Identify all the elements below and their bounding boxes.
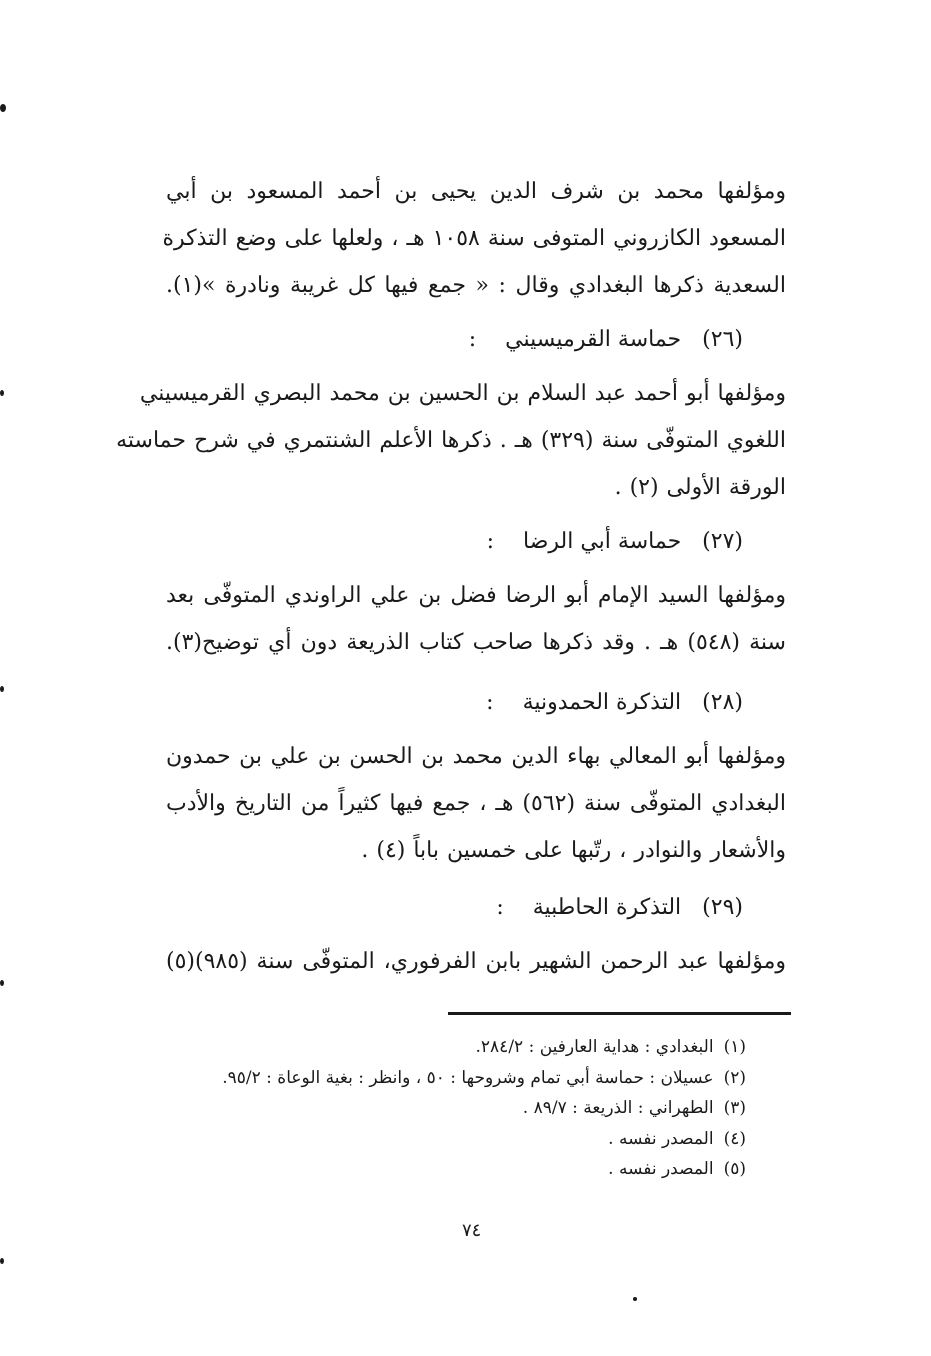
scan-mark: [0, 104, 6, 112]
text-line: اللغوي المتوفّى سنة (٣٢٩) هـ . ذكرها الأعلم الشنتمري في شرح حماسته: [116, 428, 786, 453]
scan-mark: [0, 686, 4, 692]
scan-mark: [0, 1258, 4, 1264]
footnote-3: [126, 1093, 746, 1124]
page-number: ٧٤: [462, 1220, 482, 1241]
text-line: ومؤلفها أبو المعالي بهاء الدين محمد بن الحسن بن علي بن حمدون: [166, 744, 786, 769]
footnotes: [126, 1032, 746, 1185]
scan-mark: [0, 980, 4, 986]
footnote-number: (٤): [723, 1128, 746, 1149]
footnote-1: [126, 1032, 746, 1063]
text-line: ومؤلفها عبد الرحمن الشهير بابن الفرفوري، المتوفّى سنة (٩٨٥)(٥): [166, 949, 786, 974]
footnote-text: المصدر نفسه .: [608, 1159, 714, 1179]
text-line: المسعود الكازروني المتوفى سنة ١٠٥٨ هـ ، ولعلها على وضع التذكرة: [162, 226, 786, 251]
footnote-4: [126, 1124, 746, 1155]
text-line: البغدادي المتوفّى سنة (٥٦٢) هـ ، جمع فيها كثيراً من التاريخ والأدب: [166, 791, 786, 816]
text-line: سنة (٥٤٨) هـ . وقد ذكرها صاحب كتاب الذريعة دون أي توضيح(٣).: [166, 630, 786, 655]
heading-title: حماسة القرميسيني: [505, 327, 682, 352]
section-heading-29: [496, 888, 743, 928]
scan-mark: [633, 1297, 637, 1301]
heading-colon: :: [468, 327, 477, 352]
scan-mark: [0, 390, 4, 396]
footnote-2: [126, 1063, 746, 1094]
heading-title: التذكرة الحاطبية: [532, 895, 682, 920]
section-heading-26: [469, 320, 743, 360]
footnote-number: (٣): [723, 1098, 746, 1118]
text-line: السعدية ذكرها البغدادي وقال : « جمع فيها كل غريبة ونادرة »(١).: [166, 273, 786, 298]
text-line: ومؤلفها السيد الإمام أبو الرضا فضل بن علي الراوندي المتوفّى بعد: [166, 583, 786, 608]
section-heading-27: [487, 522, 743, 562]
paragraph-27: [166, 572, 786, 666]
heading-title: التذكرة الحمدونية: [522, 690, 682, 715]
footnote-text: البغدادي : هداية العارفين : ٢٨٤/٢.: [475, 1037, 714, 1057]
text-line: والأشعار والنوادر ، رتّبها على خمسين باباً (٤) .: [361, 838, 786, 863]
paragraph-29: [166, 938, 786, 985]
footnote-text: المصدر نفسه .: [608, 1128, 714, 1149]
text-line: ومؤلفها محمد بن شرف الدين يحيى بن أحمد المسعود بن أبي: [166, 179, 787, 204]
heading-colon: :: [486, 529, 495, 554]
footnote-number: (١): [723, 1037, 746, 1057]
footnote-text: الطهراني : الذريعة : ٨٩/٧ .: [522, 1098, 714, 1118]
section-heading-28: [486, 683, 743, 723]
paragraph-intro: [162, 168, 787, 309]
footnote-number: (٥): [723, 1159, 746, 1179]
heading-number: (٢٩): [702, 895, 743, 920]
footnote-number: (٢): [723, 1067, 746, 1088]
footnote-5: [126, 1154, 746, 1185]
heading-colon: :: [486, 690, 494, 715]
heading-number: (٢٨): [702, 690, 743, 715]
heading-number: (٢٦): [702, 327, 743, 352]
heading-number: (٢٧): [702, 529, 743, 554]
heading-title: حماسة أبي الرضا: [523, 529, 682, 554]
footnote-text: عسيلان : حماسة أبي تمام وشروحها : ٥٠ ، وانظر : بغية الوعاة : ٩٥/٢.: [222, 1067, 714, 1088]
paragraph-28: [166, 733, 786, 874]
text-line: الورقة الأولى (٢) .: [614, 475, 786, 500]
heading-colon: :: [496, 895, 504, 920]
text-line: ومؤلفها أبو أحمد عبد السلام بن الحسين بن محمد البصري القرميسيني: [139, 381, 786, 406]
footnote-separator: [448, 1012, 791, 1015]
paragraph-26: [116, 370, 786, 511]
